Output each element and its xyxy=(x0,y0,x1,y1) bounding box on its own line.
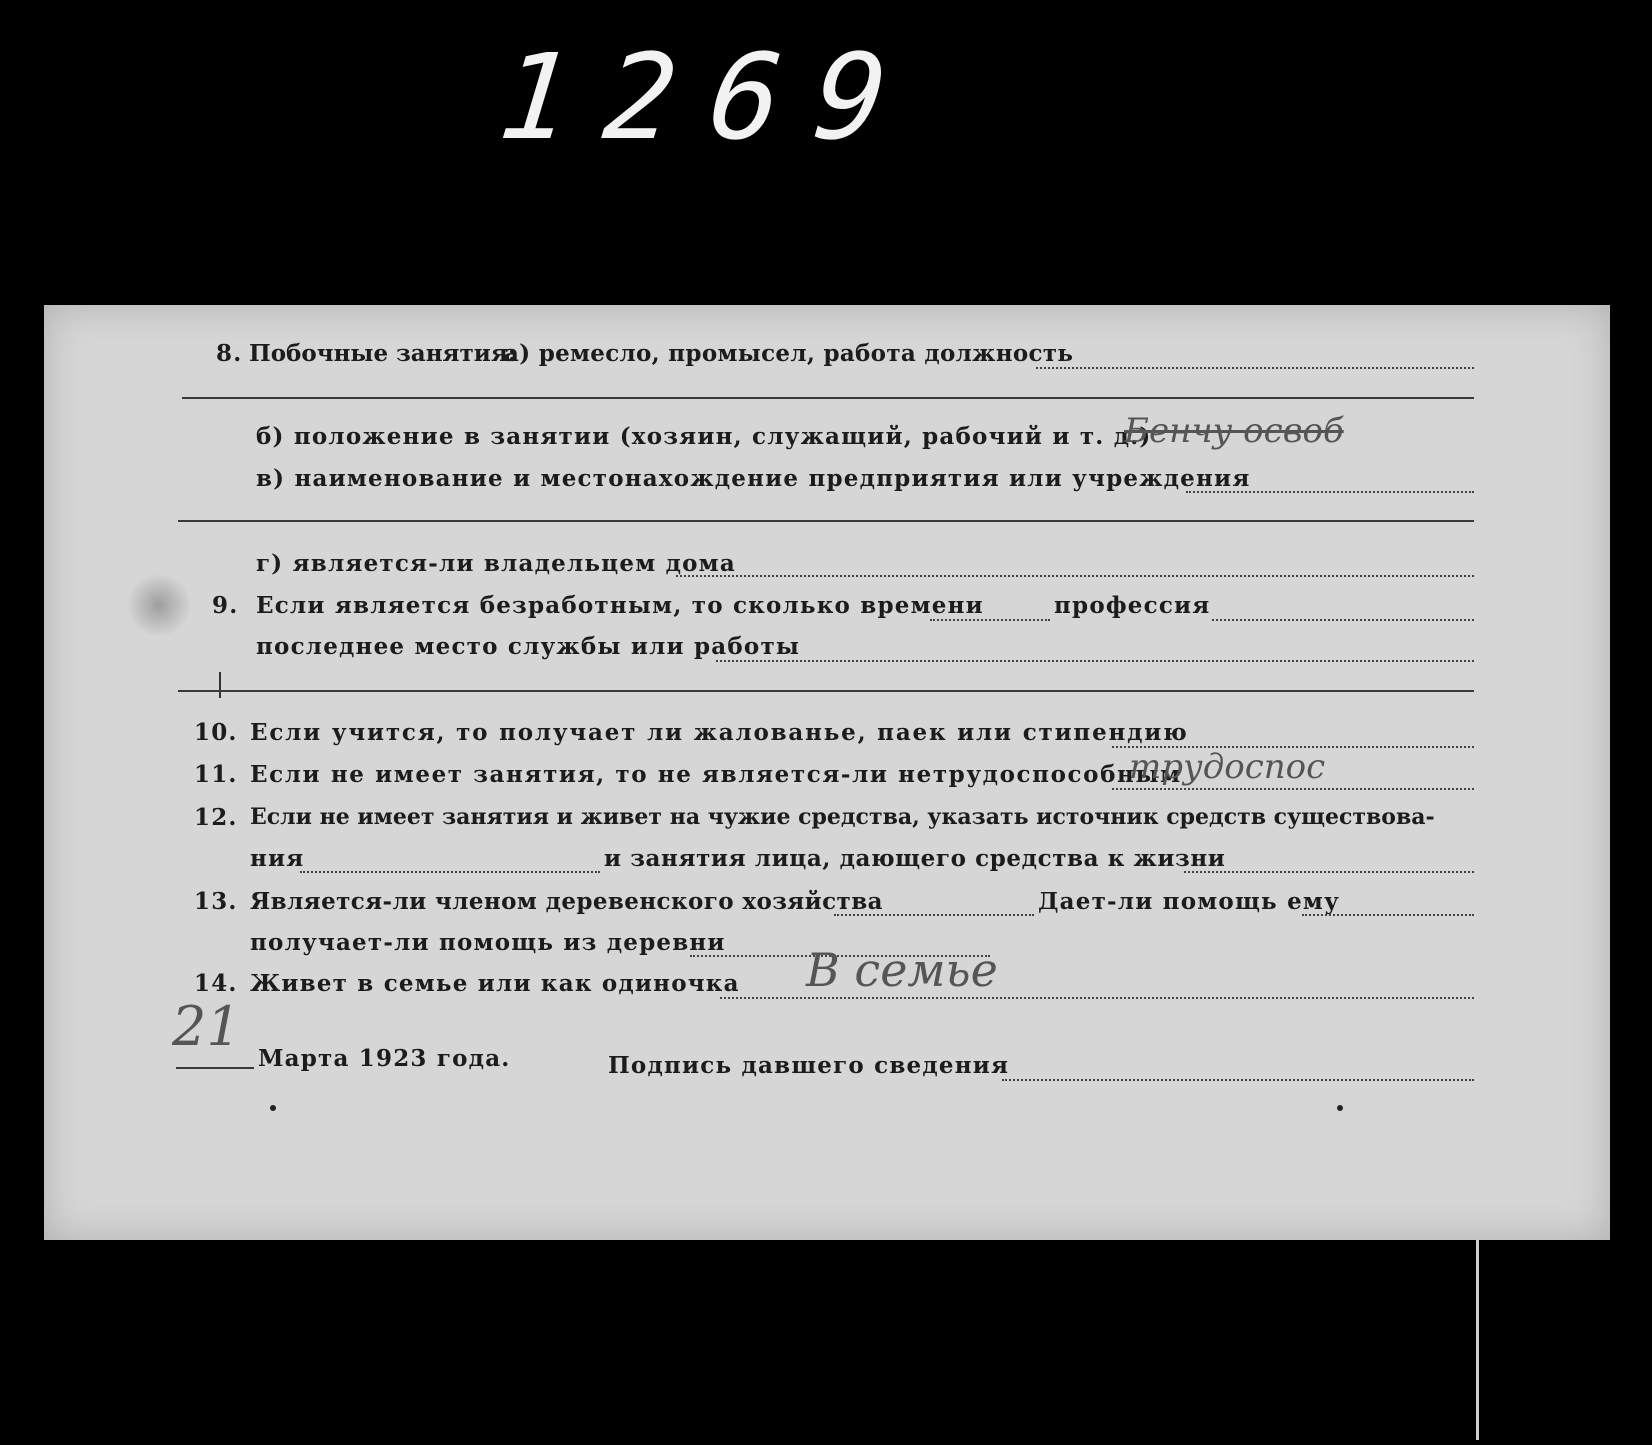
q8b-handwriting: Бенчу освоб xyxy=(1124,411,1344,451)
q13-help: Дает-ли помощь ему xyxy=(1038,888,1341,915)
q8a-line xyxy=(1036,367,1474,369)
q8g-text: г) является-ли владельцем дома xyxy=(256,550,736,577)
film-edge-line xyxy=(1476,1240,1479,1440)
q8-label: Побочные занятия: xyxy=(249,340,517,367)
q11-text: Если не имеет занятия, то не является-ли нетрудоспособным xyxy=(250,761,1182,788)
q8g-line xyxy=(676,575,1474,577)
census-card xyxy=(44,305,1610,1240)
speck xyxy=(1337,1105,1343,1111)
q9-line-2 xyxy=(178,690,1474,692)
q12-source-line xyxy=(300,871,600,873)
q12-cont-a: ния xyxy=(250,845,305,872)
q12-cont-b: и занятия лица, дающего средства к жизни xyxy=(604,845,1226,872)
q8a-line-2 xyxy=(182,397,1474,399)
q13-help-line xyxy=(1302,914,1474,916)
q10-text: Если учится, то получает ли жалованье, паек или стипендию xyxy=(250,719,1189,746)
q14-text: Живет в семье или как одиночка xyxy=(250,970,740,997)
q11-number: 11. xyxy=(194,761,238,788)
signature-line xyxy=(1002,1079,1474,1081)
q8a-text: а) ремесло, промысел, работа должность xyxy=(504,340,1074,367)
q12-text: Если не имеет занятия и живет на чужие средства, указать источник средств существова- xyxy=(250,804,1435,830)
q9-time-line xyxy=(930,619,1050,621)
q9-number: 9. xyxy=(212,592,239,619)
speck xyxy=(270,1105,276,1111)
q13-receives: получает-ли помощь из деревни xyxy=(250,929,726,956)
q9-profession: профессия xyxy=(1054,592,1211,619)
q12-line xyxy=(1184,871,1474,873)
q9-profession-line xyxy=(1212,619,1474,621)
q9-text: Если является безработным, то сколько времени xyxy=(256,592,984,619)
margin-tick xyxy=(219,672,221,698)
q14-number: 14. xyxy=(194,970,238,997)
q13-number: 13. xyxy=(194,888,238,915)
q8-number: 8. xyxy=(216,340,243,367)
frame-number: 1269 xyxy=(492,28,928,166)
q14-line xyxy=(720,997,1474,999)
q8v-line xyxy=(1186,491,1474,493)
stain xyxy=(124,575,194,635)
q9-last-place: последнее место службы или работы xyxy=(256,633,801,660)
q13-text: Является-ли членом деревенского хозяйства xyxy=(250,888,883,915)
day-handwriting: 21 xyxy=(172,995,241,1058)
q13-member-line xyxy=(834,914,1034,916)
q9-last-place-line xyxy=(716,660,1474,662)
q8v-text: в) наименование и местонахождение предприятия или учреждения xyxy=(256,465,1251,492)
q14-handwriting: В семье xyxy=(806,943,998,997)
q10-number: 10. xyxy=(194,719,238,746)
date-text: Марта 1923 года. xyxy=(258,1045,511,1072)
q11-handwriting: трудоспос xyxy=(1129,747,1326,787)
q8b-text: б) положение в занятии (хозяин, служащий, рабочий и т. д.) xyxy=(256,423,1152,450)
q11-line xyxy=(1112,788,1474,790)
q12-number: 12. xyxy=(194,804,238,831)
signature-label: Подпись давшего сведения xyxy=(608,1052,1010,1079)
q8v-line-2 xyxy=(178,520,1474,522)
day-line xyxy=(176,1067,254,1069)
